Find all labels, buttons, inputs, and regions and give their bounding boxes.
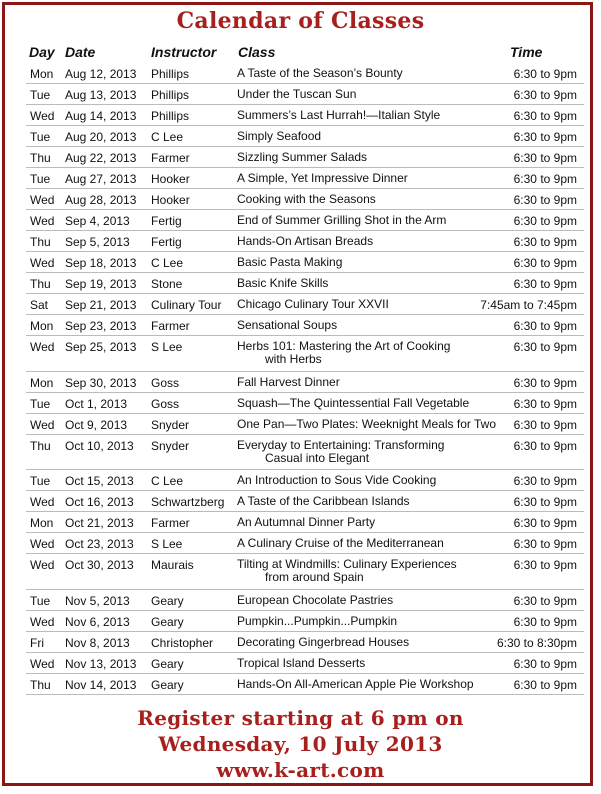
table-row [0, 147, 601, 168]
cell-day: Tue [30, 396, 51, 411]
cell-class [237, 678, 487, 691]
cell-day: Wed [30, 340, 55, 354]
table-row [0, 231, 601, 252]
cell-day: Wed [30, 109, 55, 123]
cell-day: Tue [30, 172, 51, 186]
cell-time: 6:30 to 9pm [513, 319, 577, 333]
cell-date: Oct 16, 2013 [65, 495, 134, 509]
table-row [0, 491, 601, 512]
table-row [0, 84, 601, 105]
cell-day: Mon [30, 375, 54, 390]
cell-day: Wed [30, 256, 55, 270]
cell-class [237, 615, 487, 628]
cell-instructor: Phillips [151, 67, 190, 81]
column-header-day: Day [29, 44, 55, 60]
cell-time: 6:30 to 9pm [513, 656, 577, 671]
cell-time: 6:30 to 9pm [513, 417, 577, 432]
cell-instructor: S Lee [151, 537, 183, 551]
class-title: An Introduction to Sous Vide Cooking [237, 473, 437, 487]
cell-class [237, 319, 487, 332]
cell-date: Sep 5, 2013 [65, 235, 130, 249]
cell-instructor: Hooker [151, 193, 190, 207]
cell-date: Oct 10, 2013 [65, 438, 134, 453]
class-title: Herbs 101: Mastering the Art of Cooking [237, 339, 451, 353]
cell-day: Thu [30, 277, 51, 291]
cell-instructor: Phillips [151, 109, 190, 123]
table-row [0, 611, 601, 632]
cell-time: 6:30 to 9pm [513, 214, 577, 228]
cell-time: 6:30 to 9pm [513, 537, 577, 551]
cell-instructor: C Lee [151, 256, 184, 270]
cell-day: Wed [30, 656, 55, 671]
cell-date: Oct 23, 2013 [65, 537, 134, 551]
website-link[interactable]: www.k-art.com [216, 758, 385, 782]
table-row [0, 105, 601, 126]
cell-instructor: Farmer [151, 516, 190, 530]
cell-instructor: C Lee [151, 130, 184, 144]
cell-day: Wed [30, 214, 55, 228]
cell-time: 6:30 to 9pm [513, 677, 577, 692]
cell-class [237, 516, 487, 529]
table-row [0, 294, 601, 315]
class-title: Hands-On Artisan Breads [237, 234, 374, 248]
cell-instructor: Goss [151, 375, 180, 390]
cell-day: Wed [30, 614, 55, 629]
cell-date: Nov 8, 2013 [65, 635, 130, 650]
class-title: Pumpkin...Pumpkin...Pumpkin [237, 613, 398, 628]
table-row [0, 63, 601, 84]
cell-class [237, 397, 487, 410]
cell-day: Wed [30, 495, 55, 509]
cell-class [237, 151, 487, 164]
class-title: Hands-On All-American Apple Pie Workshop [237, 676, 474, 691]
class-title: One Pan—Two Plates: Weeknight Meals for Two [237, 416, 497, 431]
table-row [0, 273, 601, 294]
cell-class [237, 340, 487, 366]
cell-date: Sep 19, 2013 [65, 277, 137, 291]
cell-day: Tue [30, 130, 51, 144]
cell-instructor: Snyder [151, 417, 190, 432]
class-title: Fall Harvest Dinner [237, 374, 340, 389]
cell-class [237, 558, 487, 584]
cell-date: Nov 14, 2013 [65, 677, 137, 692]
cell-day: Wed [30, 417, 55, 432]
class-title: A Taste of the Season’s Bounty [237, 66, 403, 80]
class-schedule-table [0, 63, 601, 695]
cell-instructor: C Lee [151, 474, 184, 488]
table-row [0, 315, 601, 336]
cell-time: 6:30 to 9pm [513, 109, 577, 123]
class-title-continued: with Herbs [265, 352, 322, 366]
cell-day: Thu [30, 235, 51, 249]
cell-date: Sep 23, 2013 [65, 319, 137, 333]
cell-instructor: Culinary Tour [151, 298, 222, 312]
column-header-time: Time [510, 44, 543, 60]
cell-instructor: Schwartzberg [151, 495, 225, 509]
cell-day: Thu [30, 438, 51, 453]
cell-date: Sep 21, 2013 [65, 298, 137, 312]
cell-date: Oct 9, 2013 [65, 417, 128, 432]
class-title: A Simple, Yet Impressive Dinner [237, 171, 408, 185]
class-title: Tilting at Windmills: Culinary Experiences [237, 557, 457, 571]
cell-instructor: Goss [151, 396, 180, 411]
cell-class [237, 235, 487, 248]
column-header-class: Class [238, 44, 276, 60]
cell-day: Mon [30, 67, 54, 81]
cell-time: 6:30 to 9pm [513, 375, 577, 390]
cell-date: Aug 28, 2013 [65, 193, 137, 207]
cell-time: 6:30 to 8:30pm [496, 635, 577, 650]
cell-time: 6:30 to 9pm [513, 151, 577, 165]
cell-time: 6:30 to 9pm [513, 277, 577, 291]
class-title: Chicago Culinary Tour XXVII [237, 297, 389, 311]
cell-date: Nov 13, 2013 [65, 656, 137, 671]
cell-instructor: Phillips [151, 88, 190, 102]
table-header [0, 44, 601, 64]
cell-instructor: Farmer [151, 151, 190, 165]
cell-class [237, 88, 487, 101]
cell-date: Aug 22, 2013 [65, 151, 137, 165]
cell-time: 6:30 to 9pm [513, 235, 577, 249]
table-row [0, 372, 601, 393]
registration-line: Register starting at 6 pm on [137, 706, 464, 730]
cell-instructor: Stone [151, 277, 183, 291]
cell-class [237, 376, 487, 389]
cell-class [237, 474, 487, 487]
class-title: Sensational Soups [237, 318, 338, 332]
cell-day: Wed [30, 537, 55, 551]
registration-date: Wednesday, 10 July 2013 [158, 732, 443, 756]
cell-class [237, 277, 487, 290]
table-row [0, 252, 601, 273]
cell-time: 6:30 to 9pm [513, 495, 577, 509]
column-header-instructor: Instructor [151, 44, 217, 60]
cell-date: Oct 15, 2013 [65, 474, 134, 488]
class-title: Everyday to Entertaining: Transforming [237, 437, 445, 452]
cell-instructor: Geary [151, 593, 184, 608]
cell-class [237, 298, 487, 311]
cell-time: 6:30 to 9pm [513, 474, 577, 488]
cell-class [237, 214, 487, 227]
cell-date: Nov 6, 2013 [65, 614, 130, 629]
table-row [0, 189, 601, 210]
cell-class [237, 67, 487, 80]
cell-time: 6:30 to 9pm [513, 516, 577, 530]
cell-time: 6:30 to 9pm [513, 88, 577, 102]
cell-time: 6:30 to 9pm [513, 396, 577, 411]
cell-instructor: Christopher [151, 635, 214, 650]
cell-date: Aug 14, 2013 [65, 109, 137, 123]
cell-time: 6:30 to 9pm [513, 340, 577, 354]
cell-instructor: Geary [151, 614, 184, 629]
class-title: Basic Knife Skills [237, 276, 329, 290]
table-row [0, 435, 601, 471]
class-title: A Taste of the Caribbean Islands [237, 494, 410, 508]
cell-class [237, 439, 487, 465]
table-row [0, 336, 601, 372]
cell-instructor: Fertig [151, 235, 182, 249]
page-title: Calendar of Classes [176, 8, 425, 34]
cell-class [237, 594, 487, 607]
table-row [0, 674, 601, 695]
cell-date: Sep 4, 2013 [65, 214, 130, 228]
cell-day: Tue [30, 88, 51, 102]
table-row [0, 653, 601, 674]
cell-date: Sep 30, 2013 [65, 375, 137, 390]
cell-class [237, 495, 487, 508]
cell-day: Thu [30, 677, 51, 692]
class-title: Summers’s Last Hurrah!—Italian Style [237, 108, 441, 122]
cell-date: Aug 27, 2013 [65, 172, 137, 186]
cell-instructor: S Lee [151, 340, 183, 354]
cell-class [237, 537, 487, 550]
class-title: An Autumnal Dinner Party [237, 515, 376, 529]
table-row [0, 590, 601, 611]
table-row [0, 632, 601, 653]
cell-instructor: Snyder [151, 438, 190, 453]
cell-date: Oct 21, 2013 [65, 516, 134, 530]
class-title: Squash—The Quintessential Fall Vegetable [237, 395, 470, 410]
cell-time: 6:30 to 9pm [513, 438, 577, 453]
cell-time: 6:30 to 9pm [513, 558, 577, 572]
table-row [0, 512, 601, 533]
cell-class [237, 636, 487, 649]
cell-day: Wed [30, 558, 55, 572]
cell-day: Thu [30, 151, 51, 165]
cell-day: Mon [30, 516, 54, 530]
cell-date: Sep 25, 2013 [65, 340, 137, 354]
cell-date: Aug 13, 2013 [65, 88, 137, 102]
cell-instructor: Hooker [151, 172, 190, 186]
cell-time: 6:30 to 9pm [513, 67, 577, 81]
class-title-continued: Casual into Elegant [265, 450, 370, 465]
class-title: Simply Seafood [237, 129, 322, 143]
cell-class [237, 109, 487, 122]
column-header-date: Date [65, 44, 96, 60]
class-title: A Culinary Cruise of the Mediterranean [237, 536, 444, 550]
cell-day: Tue [30, 474, 51, 488]
cell-day: Fri [30, 635, 44, 650]
cell-time: 6:30 to 9pm [513, 256, 577, 270]
cell-instructor: Geary [151, 656, 184, 671]
cell-class [237, 256, 487, 269]
cell-class [237, 193, 487, 206]
class-title: Basic Pasta Making [237, 255, 343, 269]
cell-time: 6:30 to 9pm [513, 614, 577, 629]
table-row [0, 470, 601, 491]
table-row [0, 168, 601, 189]
table-row [0, 414, 601, 435]
cell-class [237, 130, 487, 143]
cell-instructor: Farmer [151, 319, 190, 333]
class-title: Under the Tuscan Sun [237, 87, 357, 101]
cell-class [237, 657, 487, 670]
cell-date: Oct 30, 2013 [65, 558, 134, 572]
cell-time: 6:30 to 9pm [513, 593, 577, 608]
class-title: End of Summer Grilling Shot in the Arm [237, 213, 447, 227]
cell-day: Mon [30, 319, 54, 333]
cell-date: Nov 5, 2013 [65, 593, 130, 608]
cell-date: Aug 12, 2013 [65, 67, 137, 81]
cell-time: 7:45am to 7:45pm [480, 298, 577, 312]
cell-day: Wed [30, 193, 55, 207]
class-title: Tropical Island Desserts [237, 655, 366, 670]
cell-time: 6:30 to 9pm [513, 172, 577, 186]
cell-time: 6:30 to 9pm [513, 130, 577, 144]
cell-instructor: Fertig [151, 214, 182, 228]
cell-day: Tue [30, 593, 51, 608]
class-title: European Chocolate Pastries [237, 592, 394, 607]
cell-day: Sat [30, 298, 49, 312]
class-title: Cooking with the Seasons [237, 192, 376, 206]
cell-date: Sep 18, 2013 [65, 256, 137, 270]
class-title: Decorating Gingerbread Houses [237, 634, 410, 649]
table-row [0, 210, 601, 231]
cell-class [237, 172, 487, 185]
table-row [0, 393, 601, 414]
cell-time: 6:30 to 9pm [513, 193, 577, 207]
class-title-continued: from around Spain [265, 570, 364, 584]
cell-instructor: Geary [151, 677, 184, 692]
table-row [0, 554, 601, 590]
cell-date: Oct 1, 2013 [65, 396, 128, 411]
registration-footer [0, 705, 601, 783]
class-title: Sizzling Summer Salads [237, 150, 368, 164]
cell-instructor: Maurais [151, 558, 194, 572]
cell-date: Aug 20, 2013 [65, 130, 137, 144]
table-row [0, 533, 601, 554]
table-row [0, 126, 601, 147]
cell-class [237, 416, 497, 431]
